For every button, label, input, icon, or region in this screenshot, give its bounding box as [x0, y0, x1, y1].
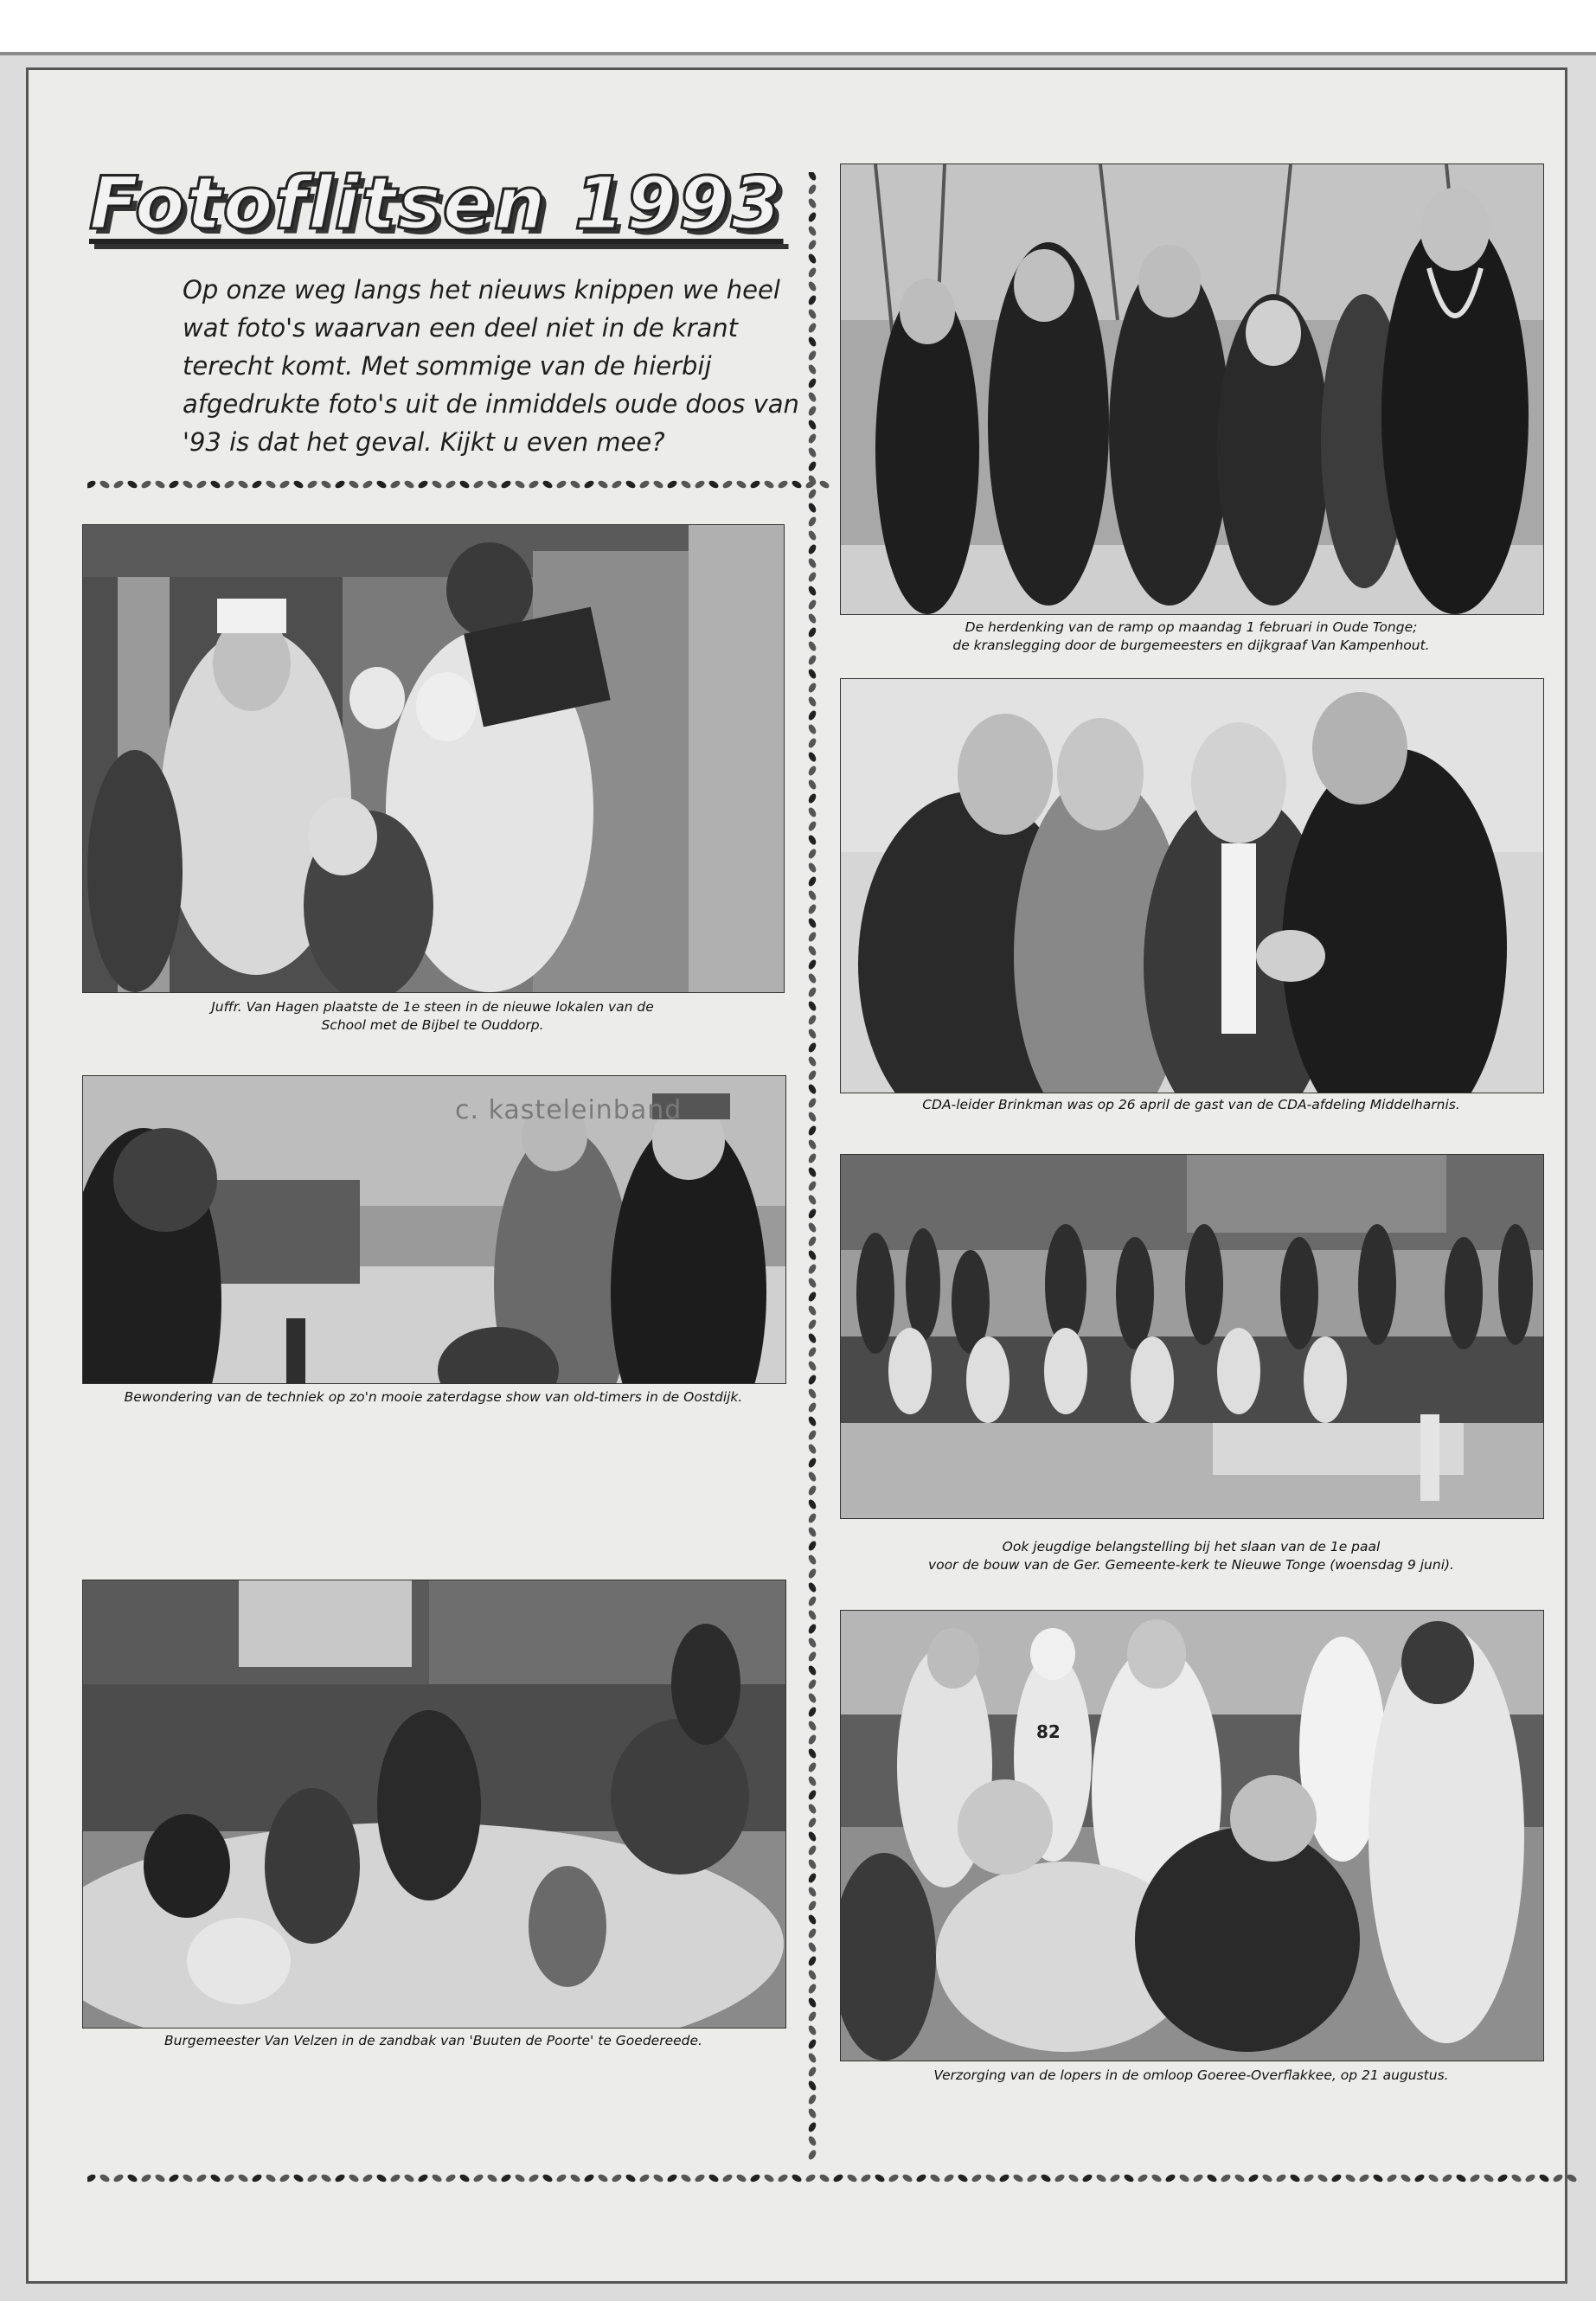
- ornament-border-bottom: [87, 2170, 1577, 2186]
- photo-eerste-paal: [840, 1154, 1544, 1519]
- caption-herdenking-line2: de kranslegging door de burgemeesters en dijkgraaf Van Kampenhout.: [952, 638, 1430, 653]
- caption-paal-line2: voor de bouw van de Ger. Gemeente-kerk te Nieuwe Tonge (woensdag 9 juni).: [928, 1557, 1454, 1573]
- photo-lopers: [840, 1610, 1544, 2061]
- caption-brinkman: CDA-leider Brinkman was op 26 april de gast van de CDA-afdeling Middelharnis.: [922, 1097, 1460, 1112]
- caption-juffr-line1: Juffr. Van Hagen plaatste de 1e steen in de nieuwe lokalen van de: [211, 999, 654, 1015]
- photo-juffr-van-hagen: [82, 524, 785, 993]
- caption-lopers: Verzorging van de lopers in de omloop Goeree-Overflakkee, op 21 augustus.: [933, 2067, 1449, 2083]
- runner-bib-number: 82: [1036, 1721, 1061, 1742]
- newspaper-page: [26, 67, 1567, 2284]
- scan-edge-line: [0, 52, 1596, 55]
- ornament-border-vertical: [804, 172, 820, 2163]
- photo-zandbak: [82, 1580, 786, 2029]
- caption-zandbak: Burgemeester Van Velzen in de zandbak van 'Buuten de Poorte' te Goedereede.: [164, 2033, 702, 2048]
- caption-paal-line1: Ook jeugdige belangstelling bij het slaan van de 1e paal: [1002, 1539, 1381, 1554]
- page-title: Fotoflitsen 1993: [89, 161, 784, 246]
- oldtimers-sign-text: c. kasteleinband: [455, 1095, 683, 1125]
- intro-text: Op onze weg langs het nieuws knippen we heel wat foto's waarvan een deel niet in de krant terecht komt. Met sommige van de hierbij afgedrukte foto's uit de inmiddels oude doos van '93 is dat het geval. Kijkt u even mee?: [183, 275, 799, 457]
- photo-brinkman: [840, 678, 1544, 1093]
- scan-top-margin: [0, 0, 1596, 54]
- caption-oldtimers: Bewondering van de techniek op zo'n mooie zaterdagse show van old-timers in de Oostdijk.: [124, 1389, 743, 1405]
- photo-herdenking: [840, 163, 1544, 615]
- ornament-border-top: [87, 477, 830, 492]
- photo-oldtimers: [82, 1075, 786, 1384]
- caption-juffr-line2: School met de Bijbel te Ouddorp.: [321, 1017, 544, 1033]
- caption-herdenking-line1: De herdenking van de ramp op maandag 1 februari in Oude Tonge;: [965, 619, 1418, 635]
